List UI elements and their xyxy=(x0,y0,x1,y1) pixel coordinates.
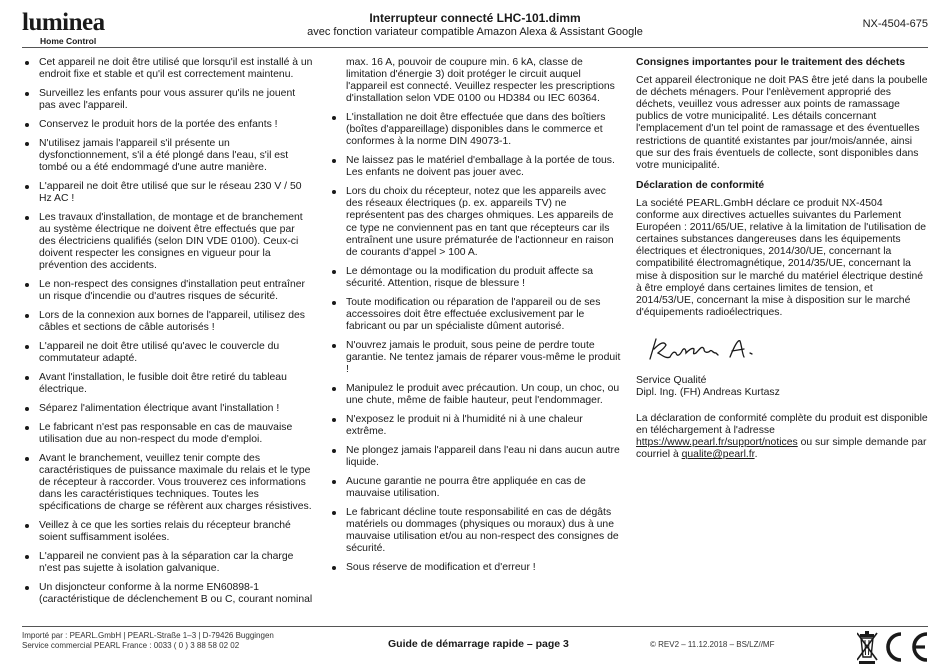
column-safety-1 xyxy=(22,57,314,613)
list-item: Cet appareil ne doit être utilisé que lorsqu'il est installé à un endroit fixe et stable et qu'il est correctement maintenu. xyxy=(22,57,314,81)
document-subtitle: avec fonction variateur compatible Amazon Alexa & Assistant Google xyxy=(307,26,643,38)
list-item: Sous réserve de modification et d'erreur ! xyxy=(329,562,623,574)
list-item: Avant l'installation, le fusible doit être retiré du tableau électrique. xyxy=(22,372,314,396)
list-item: Le non-respect des consignes d'installation peut entraîner un risque d'incendie ou d'autres risques de sécurité. xyxy=(22,279,314,303)
download-text: La déclaration de conformité complète du produit est disponible en téléchargement à l'adresse xyxy=(636,413,928,437)
download-text-2: ou sur simple demande par courriel à xyxy=(636,437,927,461)
safety-list-2 xyxy=(329,57,623,574)
download-notice xyxy=(636,413,928,461)
list-item: Lors du choix du récepteur, notez que les appareils avec des réseaux électriques (p. ex. appareils TV) ne représentent pas des charges ohmiques. Les appareils de ce type ne conviennent pas en tant que récepteurs car ils entraînent une usure prématurée de l'actionneur en raison de courants d'appel > 100 A. xyxy=(329,186,623,259)
list-item: Ne laissez pas le matériel d'emballage à la portée de tous. Les enfants ne doivent pas jouer avec. xyxy=(329,155,623,179)
list-item: Veillez à ce que les sorties relais du récepteur branché soient suffisamment isolées. xyxy=(22,520,314,544)
list-item: L'appareil ne doit être utilisé qu'avec le couvercle du commutateur adapté. xyxy=(22,341,314,365)
conformity-section-title: Déclaration de conformité xyxy=(636,179,765,191)
list-item: Le démontage ou la modification du produit affecte sa sécurité. Attention, risque de blessure ! xyxy=(329,266,623,290)
safety-list-1 xyxy=(22,57,314,606)
certification-marks xyxy=(857,630,929,664)
list-item: Surveillez les enfants pour vous assurer qu'ils ne jouent pas avec l'appareil. xyxy=(22,88,314,112)
signer-name: Dipl. Ing. (FH) Andreas Kurtasz xyxy=(636,387,780,399)
waste-section-title: Consignes importantes pour le traitement des déchets xyxy=(636,57,906,68)
list-item: N'utilisez jamais l'appareil s'il présente un dysfonctionnement, s'il a été plongé dans l'eau, s'il est tombé ou a été endommagé d'une autre manière. xyxy=(22,138,314,174)
list-item-continuation: max. 16 A, pouvoir de coupure min. 6 kA, classe de limitation d'énergie 3) doit protéger le circuit auquel l'appareil est connecté. Veuillez respecter les prescriptions d'installation selon VDE 0100 ou HD384 ou IEC 60364. xyxy=(346,57,615,105)
brand-logo xyxy=(22,9,105,46)
list-item: Les travaux d'installation, de montage et de branchement au système électrique ne doivent être effectués que par des électriciens qualifiés (selon DIN VDE 0100). Ceux-ci doivent respecter les consignes en vigueur pour la prévention des accidents. xyxy=(22,212,314,272)
ce-mark xyxy=(888,634,927,660)
page-label: Guide de démarrage rapide – page 3 xyxy=(388,638,569,650)
list-item: L'appareil ne doit être utilisé que sur le réseau 230 V / 50 Hz AC ! xyxy=(22,181,314,205)
email-link[interactable]: qualite@pearl.fr xyxy=(681,449,755,461)
header-divider xyxy=(22,47,928,48)
list-item: L'installation ne doit être effectuée que dans des boîtiers (boîtes d'appareillage) disponibles dans le commerce et conformes à la norme DIN 49073-1. xyxy=(329,112,623,148)
handwritten-signature xyxy=(646,331,766,367)
waste-section-text: Cet appareil électronique ne doit PAS être jeté dans la poubelle de déchets ménagers. Pour l'enlèvement approprié des déchets, veuillez vous adresser aux points de ramassage publics de votre municipalité. Les détails concernant l'emplacement d'un tel point de ramassage et des éventuelles restrictions de quantité existantes par jour/mois/année, ainsi que sur des frais éventuels de collecte, sont disponibles dans votre municipalité. xyxy=(636,75,928,171)
conformity-section-text: La société PEARL.GmbH déclare ce produit NX-4504 conforme aux directives actuelles suivantes du Parlement Européen : 2011/65/UE, relative à la limitation de l'utilisation de certaines substances dangereuses dans les équipements électriques et électroniques, 2014/30/UE, concernant la compatibilité électromagnétique, 2014/35/UE, concernant la mise à disposition sur le marché du matériel électrique destiné à être employé dans certaines limites de tension, et 2014/53/UE, concernant la mise à disposition sur le marché d'équipements radioélectriques. xyxy=(636,197,927,318)
list-item: Avant le branchement, veuillez tenir compte des caractéristiques de puissance maximale du relais et le type de récepteur à raccorder. Vous trouverez ces informations dans les caractéristiques techniques. Toutes les spécifications de charge se réfèrent aux charges résistives. xyxy=(22,453,314,513)
page-header xyxy=(0,0,950,48)
list-item: Le fabricant n'est pas responsable en cas de mauvaise utilisation due au non-respect du mode d'emploi. xyxy=(22,422,314,446)
list-item: Ne plongez jamais l'appareil dans l'eau ni dans aucun autre liquide. xyxy=(329,445,623,469)
list-item: Séparez l'alimentation électrique avant l'installation ! xyxy=(22,403,314,415)
download-text-3: . xyxy=(754,449,758,461)
list-item: L'appareil ne convient pas à la séparation car la charge n'est pas sujette à isolation galvanique. xyxy=(22,551,314,575)
list-item: N'exposez le produit ni à l'humidité ni à une chaleur extrême. xyxy=(329,414,623,438)
footer-imprint xyxy=(22,631,274,651)
list-item: Manipulez le produit avec précaution. Un coup, un choc, ou une chute, même de faible hauteur, peut l'endommager. xyxy=(329,383,623,407)
product-code: NX-4504-675 xyxy=(862,18,928,30)
footer-divider xyxy=(22,626,928,627)
list-item: Lors de la connexion aux bornes de l'appareil, utilisez des câbles et sections de câble autorisés ! xyxy=(22,310,314,334)
crossed-out-bin-icon xyxy=(857,631,877,664)
list-item: Un disjoncteur conforme à la norme EN60898-1 (caractéristique de déclenchement B ou C, courant nominal xyxy=(22,582,314,606)
list-item: Toute modification ou réparation de l'appareil ou de ses accessoires doit être effectuée exclusivement par le fabricant ou par un spécialiste dûment autorisé. xyxy=(329,297,623,333)
service-line: Service commercial PEARL France : 0033 ( 0 ) 3 88 58 02 02 xyxy=(22,641,240,650)
column-safety-2 xyxy=(329,57,623,581)
importer-line: Importé par : PEARL.GmbH | PEARL-Straße 1–3 | D-79426 Buggingen xyxy=(22,631,274,640)
revision-label: © REV2 – 11.12.2018 – BS/LZ//MF xyxy=(650,640,775,649)
list-item: Le fabricant décline toute responsabilité en cas de dégâts matériels ou dommages (physiques ou moraux) dus à une mauvaise utilisation et/ou au non-respect des consignes de sécurité. xyxy=(329,507,623,555)
logo-wordmark: luminea xyxy=(22,9,105,36)
support-link[interactable]: https://www.pearl.fr/support/notices xyxy=(636,437,798,449)
column-compliance xyxy=(636,57,928,470)
list-item: Conservez le produit hors de la portée des enfants ! xyxy=(22,119,314,131)
logo-subtitle: Home Control xyxy=(40,36,97,46)
signer-role: Service Qualité xyxy=(636,374,707,386)
list-item: N'ouvrez jamais le produit, sous peine de perdre toute garantie. Ne tentez jamais de réparer vous-même le produit ! xyxy=(329,340,623,376)
document-title: Interrupteur connecté LHC-101.dimm xyxy=(369,11,581,25)
list-item: Aucune garantie ne pourra être appliquée en cas de mauvaise utilisation. xyxy=(329,476,623,500)
